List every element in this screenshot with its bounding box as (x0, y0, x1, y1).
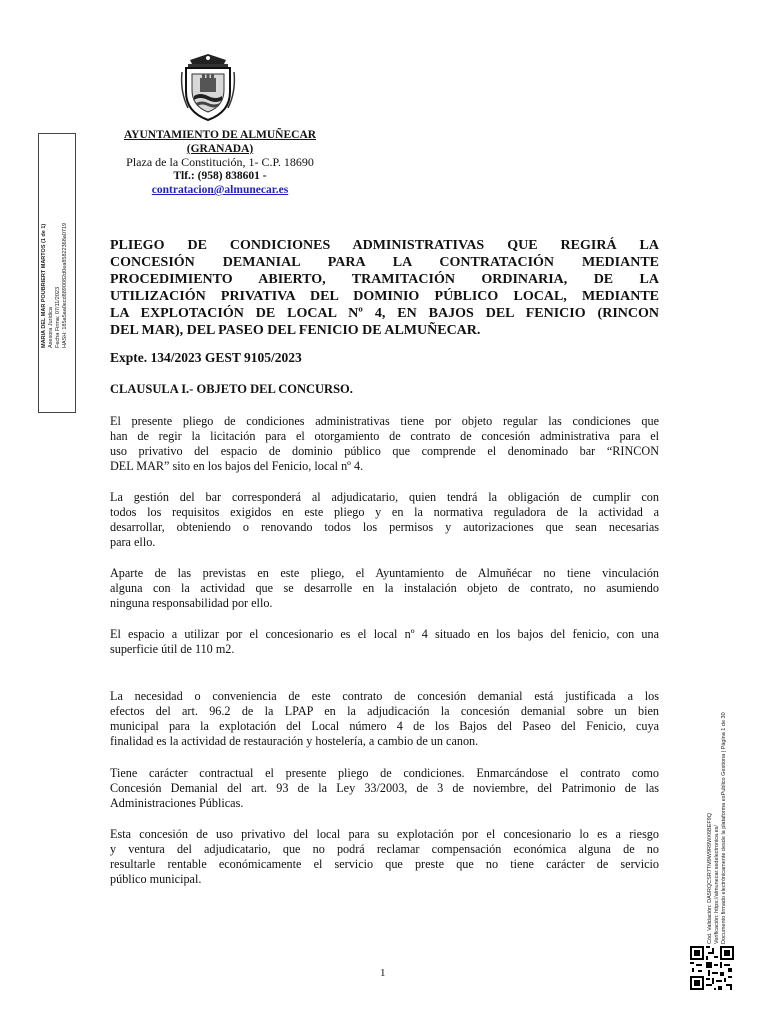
paragraph-6 (110, 766, 659, 811)
clausula-heading: CLAUSULA I.- OBJETO DEL CONCURSO. (110, 382, 353, 396)
signature-text (41, 223, 69, 348)
paragraph-line: Tiene carácter contractual el presente pliego de condiciones. Enmarcándose el contrato como (110, 766, 659, 780)
paragraph-line: Concesión Demanial del art. 93 de la Ley 33/2003, de 3 de noviembre, del Patrimonio de las (110, 781, 659, 795)
title-line: PROCEDIMIENTO ABIERTO, TRAMITACIÓN ORDINARIA, DE LA (110, 272, 659, 287)
org-address: Plaza de la Constitución, 1- C.P. 18690 (126, 155, 314, 169)
signer-role: Asesora Jurídica (48, 307, 54, 348)
paragraph-line: El espacio a utilizar por el concesionario es el local nº 4 situado en los bajos del fenicio, con una (110, 627, 659, 641)
paragraph-line: han de regir la licitación para el otorgamiento de contrato de concesión administrativa para el (110, 429, 659, 443)
verification-url: Verificación: https://almunecar.sedelectronica.es/ (714, 825, 720, 944)
org-phone: Tlf.: (958) 838601 - (173, 170, 267, 182)
paragraph-2 (110, 490, 659, 550)
title-line: CONCESIÓN DEMANIAL PARA LA CONTRATACIÓN MEDIANTE (110, 255, 659, 270)
paragraph-1 (110, 414, 659, 474)
paragraph-line: para ello. (110, 535, 156, 549)
org-name: AYUNTAMIENTO DE ALMUÑECAR (123, 129, 317, 141)
paragraph-line: ninguna responsabilidad por ello. (110, 596, 273, 610)
org-province: (GRANADA) (186, 143, 254, 155)
paragraph-line: municipal para la explotación del Local número 4 de los Bajos del Paseo del Fenicio, cuya (110, 719, 659, 733)
validation-code: Cód. Validación: DA5RQCSR7TM9W9R9WX6BEF9Q (707, 812, 713, 944)
title-line: UTILIZACIÓN PRIVATIVA DEL DOMINIO PÚBLICO LOCAL, MEDIANTE (110, 289, 659, 304)
paragraph-line: DEL MAR” sito en los bajos del Fenicio, local nº 4. (110, 459, 364, 473)
paragraph-line: uso privativo del espacio de dominio público que comprende el denominado bar “RINCON (110, 444, 659, 458)
email-link[interactable]: contratacion@almunecar.es (151, 184, 289, 196)
title-line: DEL MAR), DEL PASEO DEL FENICIO DE ALMUÑECAR. (110, 323, 481, 338)
paragraph-line: La necesidad o conveniencia de este contrato de concesión demanial está justificada a los (110, 689, 659, 703)
page-number: 1 (380, 967, 386, 979)
paragraph-line: alguna con la actividad que se desarrolle en la instalación objeto de contrato, no asumiendo (110, 581, 659, 595)
paragraph-line: El presente pliego de condiciones administrativas tiene por objeto regular las condiciones que (110, 414, 659, 428)
verification-text (707, 712, 728, 944)
title-line: PLIEGO DE CONDICIONES ADMINISTRATIVAS QUE REGIRÁ LA (110, 238, 659, 253)
paragraph-line: finalidad es la actividad de restauración y hostelería, a cambio de un canon. (110, 734, 479, 748)
paragraph-line: desarrollar, obteniendo o renovando todos los permisos y autorizaciones que sean necesarias (110, 520, 659, 534)
org-email-line (110, 183, 330, 197)
paragraph-line: Esta concesión de uso privativo del local para su explotación por el concesionario lo es a riesgo (110, 827, 659, 841)
paragraph-line: público municipal. (110, 872, 202, 886)
paragraph-line: efectos del art. 96.2 de la LPAP en la adjudicación la concesión demanial sobre un bien (110, 704, 659, 718)
signature-date: Fecha Firma: 07/11/2023 (55, 286, 61, 348)
paragraph-line: y ventura del adjudicatario, que no podrá reclamar compensación económica alguna de no (110, 842, 659, 856)
expediente-number: Expte. 134/2023 GEST 9105/2023 (110, 350, 302, 365)
document-signed-note: Documento firmado electrónicamente desde la plataforma esPublico Gestiona | Página 1 de 30 (721, 712, 727, 944)
paragraph-line: Aparte de las previstas en este pliego, el Ayuntamiento de Almuñécar no tiene vinculación (110, 566, 659, 580)
paragraph-line: todos los requisitos exigidos en este pliego y en la normativa reguladora de la actividad a (110, 505, 659, 519)
paragraph-line: superficie útil de 110 m2. (110, 642, 235, 656)
coat-of-arms-logo (178, 52, 238, 122)
signer-name: MARIA DEL MAR POUBRIERT MARTOS (1 de 1) (41, 223, 47, 348)
paragraph-5 (110, 689, 659, 749)
paragraph-line: Administraciones Públicas. (110, 796, 244, 810)
document-title (110, 237, 659, 339)
paragraph-3 (110, 566, 659, 611)
paragraph-7 (110, 827, 659, 887)
paragraph-line: La gestión del bar corresponderá al adjudicatario, quien tendrá la obligación de cumplir con (110, 490, 659, 504)
qr-code-icon (690, 946, 734, 990)
paragraph-line: resultarle rentable económicamente el servicio que preste que no tiene carácter de servicio (110, 857, 659, 871)
title-line: LA EXPLOTACIÓN DE LOCAL Nº 4, EN BAJOS DEL FENICIO (RINCON (110, 306, 659, 321)
signature-hash: HASH: 185a5aa0ecd8890082d0ea85822368a0719 (62, 222, 68, 348)
paragraph-4 (110, 627, 659, 657)
